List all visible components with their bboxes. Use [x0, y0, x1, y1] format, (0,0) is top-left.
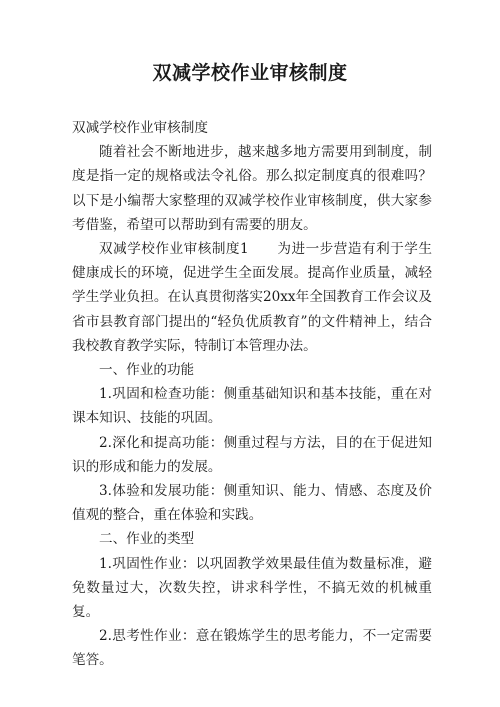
section-heading: 一、作业的功能	[99, 362, 195, 379]
section-heading: 二、作业的类型	[99, 531, 195, 548]
document-title: 双减学校作业审核制度	[152, 62, 348, 84]
paragraph: 3.体验和发展功能：侧重知识、能力、情感、态度及价值观的整合，重在体验和实践。	[72, 483, 432, 524]
paragraph: 双减学校作业审核制度1 为进一步营造有利于学生健康成长的环境，促进学生全面发展。提高作业质量，减轻学生学业负担。在认真贯彻落实20xx年全国教育工作会议及省市县教育部门提出的“轻负优质教育”的文件精神上，结合我校教育教学实际，特制订本管理办法。	[72, 241, 432, 354]
paragraph: 1.巩固性作业：以巩固教学效果最佳值为数量标准，避免数量过大，次数失控，讲求科学性，不搞无效的机械重复。	[72, 555, 432, 621]
paragraph: 2.思考性作业：意在锻炼学生的思考能力，不一定需要笔答。	[72, 628, 432, 669]
paragraph: 1.巩固和检查功能：侧重基础知识和基本技能，重在对课本知识、技能的巩固。	[72, 386, 432, 427]
paragraph: 随着社会不断地进步，越来越多地方需要用到制度，制度是指一定的规格或法令礼俗。那么拟定制度真的很难吗？以下是小编帮大家整理的双减学校作业审核制度，供大家参考借鉴，希望可以帮助到有需要的朋友。	[72, 144, 432, 233]
paragraph: 2.深化和提高功能：侧重过程与方法，目的在于促进知识的形成和能力的发展。	[72, 434, 432, 475]
document-body	[72, 116, 432, 673]
paragraph: 双减学校作业审核制度	[72, 120, 208, 136]
